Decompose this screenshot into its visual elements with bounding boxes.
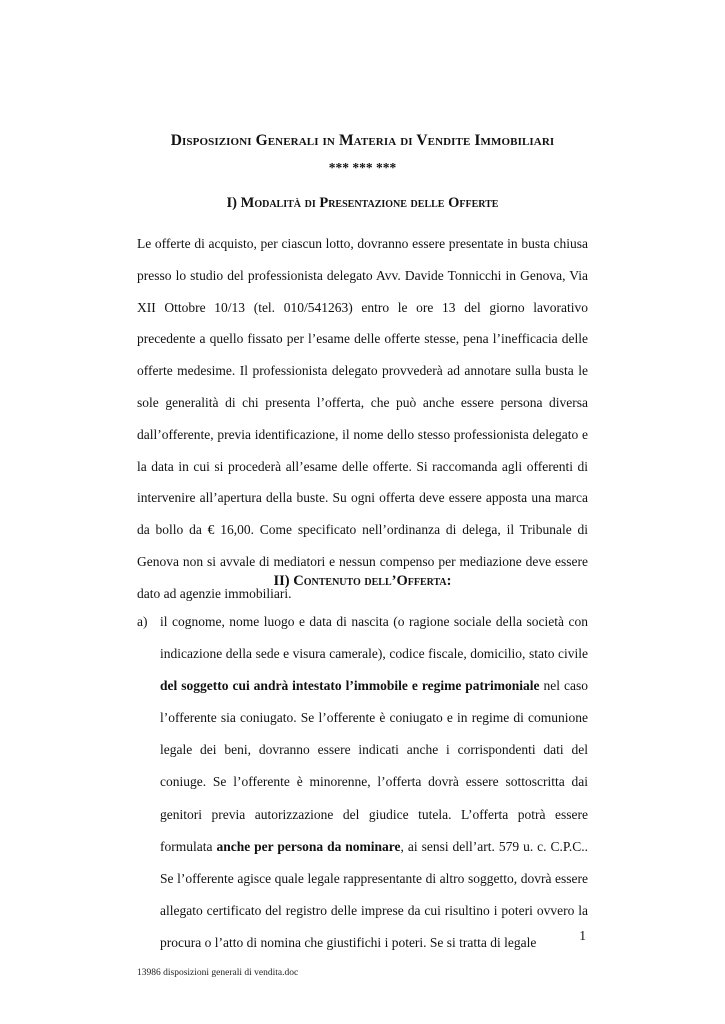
section-1-paragraph: Le offerte di acquisto, per ciascun lotto, dovranno essere presentate in busta chiusa presso lo studio del professionista delegato Avv. Davide Tonnicchi in Genova, Via XII Ottobre 10/13 (tel. 010/541263) entro le ore 13 del giorno lavorativo precedente a quello fissato per l’esame delle offerte stesse, pena l’inefficacia delle offerte medesime. Il professionista delegato provvederà ad annotare sulla busta le sole generalità di chi presenta l’offerta, che può anche essere persona diversa dall’offerente, previa identificazione, il nome dello stesso professionista delegato e la data in cui si procederà all’esame delle offerte. Si raccomanda agli offerenti di intervenire all’apertura della buste. Su ogni offerta deve essere apposta una marca da bollo da € 16,00. Come specificato nell’ordinanza di delega, il Tribunale di Genova non si avvale di mediatori e nessun compenso per mediazione deve essere dato ad agenzie immobiliari. [137,236,588,601]
title-separator: *** *** *** [328,160,397,175]
list-item-text-part3: , ai sensi dell’art. 579 u. c. C.P.C.. Se l’offerente agisce quale legale rappresentante di altro soggetto, dovrà essere allegato certificato del registro delle imprese da cui risultino i poteri ovvero la procura o l’atto di nomina che giustifichi i poteri. Se si tratta di legale [160,838,588,950]
list-item-text-part1: il cognome, nome luogo e data di nascita (o ragione sociale della società con indicazione della sede e visura camerale), codice fiscale, domicilio, stato civile [160,614,588,662]
document-title: Disposizioni Generali in Materia di Vendite Immobiliari [170,132,555,149]
page-number: 1 [579,928,586,943]
list-item-text-part2: nel caso l’offerente sia coniugato. Se l’offerente è coniugato e in regime di comunione legale dei beni, dovranno essere indicati anche i corrispondenti dati del coniuge. Se l’offerente è minorenne, l’offerta dovrà essere sottoscritta dai genitori previa autorizzazione del giudice tutela. L’offerta potrà essere formulata [160,678,588,854]
list-item-bold-1: del soggetto cui andrà intestato l’immobile e regime patrimoniale [160,678,540,694]
list-item-text [160,606,588,959]
list-item-marker: a) [137,614,148,629]
footer-filename: 13986 disposizioni generali di vendita.doc [137,968,299,978]
list-item-bold-2: anche per persona da nominare [216,838,401,854]
section-heading-2: II) Contenuto dell’Offerta: [273,573,452,589]
section-heading-1: I) Modalità di Presentazione delle Offerte [226,195,499,211]
